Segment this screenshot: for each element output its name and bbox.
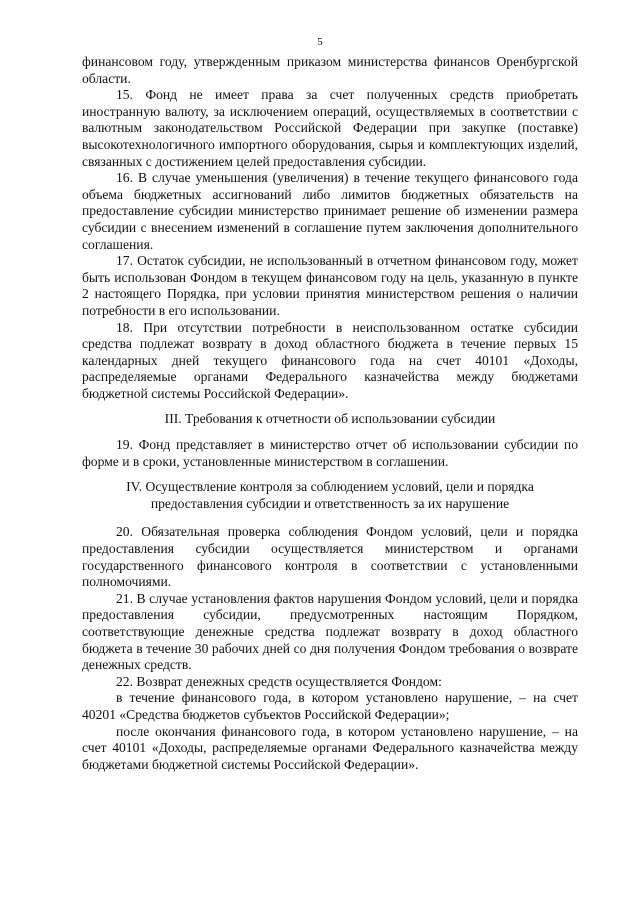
- paragraph-16: 16. В случае уменьшения (увеличения) в течение текущего финансового года объема бюджетных ассигнований либо лимитов бюджетных обязательств на предоставление субсидии министерство принимает решение об изменении размера субсидии с внесением изменений в соглашение путем заключения дополнительного соглашения.: [82, 170, 578, 252]
- paragraph-19: 19. Фонд представляет в министерство отчет об использовании субсидии по форме и в сроки, установленные министерством в соглашении.: [82, 437, 578, 469]
- paragraph-22-item-2: после окончания финансового года, в котором установлено нарушение, – на счет 40101 «Доходы, распределяемые органами Федерального казначейства между бюджетами бюджетной системы Российской Федерации».: [82, 723, 578, 772]
- paragraph-22: 22. Возврат денежных средств осуществляется Фондом:: [116, 673, 442, 689]
- paragraph-15: 15. Фонд не имеет права за счет полученных средств приобретать иностранную валюту, за исключением операций, осуществляемых в соответствии с валютным законодательством Российской Федерации при закупке (поставке) высокотехнологичного импортного оборудования, сырья и комплектующих изделий, связанных с достижением целей предоставления субсидии.: [82, 87, 578, 169]
- section-heading-3: III. Требования к отчетности об использовании субсидии: [164, 411, 496, 427]
- paragraph-20: 20. Обязательная проверка соблюдения Фондом условий, цели и порядка предоставления субсидии осуществляется министерством и органами государственного финансового контроля в соответствии с установленными полномочиями.: [82, 524, 578, 590]
- paragraph-22-item-1: в течение финансового года, в котором установлено нарушение, – на счет 40201 «Средства бюджетов субъектов Российской Федерации»;: [82, 690, 578, 722]
- section-heading-4-line-1: IV. Осуществление контроля за соблюдением условий, цели и порядка: [126, 479, 534, 495]
- document-body: [82, 54, 578, 773]
- paragraph-21: 21. В случае установления фактов нарушения Фондом условий, цели и порядка предоставления субсидии, предусмотренных настоящим Порядком, соответствующие денежные средства подлежат возврату в доход областного бюджета в течение 30 рабочих дней со дня получения Фондом требования о возврате денежных средств.: [82, 590, 578, 673]
- page-number: 5: [317, 36, 323, 48]
- paragraph-17: 17. Остаток субсидии, не использованный в отчетном финансовом году, может быть использован Фондом в текущем финансовом году на цель, указанную в пункте 2 настоящего Порядка, при условии принятия министерством решения о наличии потребности в его использовании.: [82, 253, 578, 318]
- paragraph-18: 18. При отсутствии потребности в неиспользованном остатке субсидии средства подлежат возврату в доход областного бюджета в течение первых 15 календарных дней текущего финансового года на счет 40101 «Доходы, распределяемые органами Федерального казначейства между бюджетами бюджетной системы Российской Федерации».: [82, 319, 578, 401]
- section-heading-4-line-2: предоставления субсидии и ответственность за их нарушение: [150, 495, 510, 511]
- paragraph-continuation: финансовом году, утвержденным приказом министерства финансов Оренбургской области.: [82, 54, 578, 86]
- section-heading-4: [82, 479, 578, 512]
